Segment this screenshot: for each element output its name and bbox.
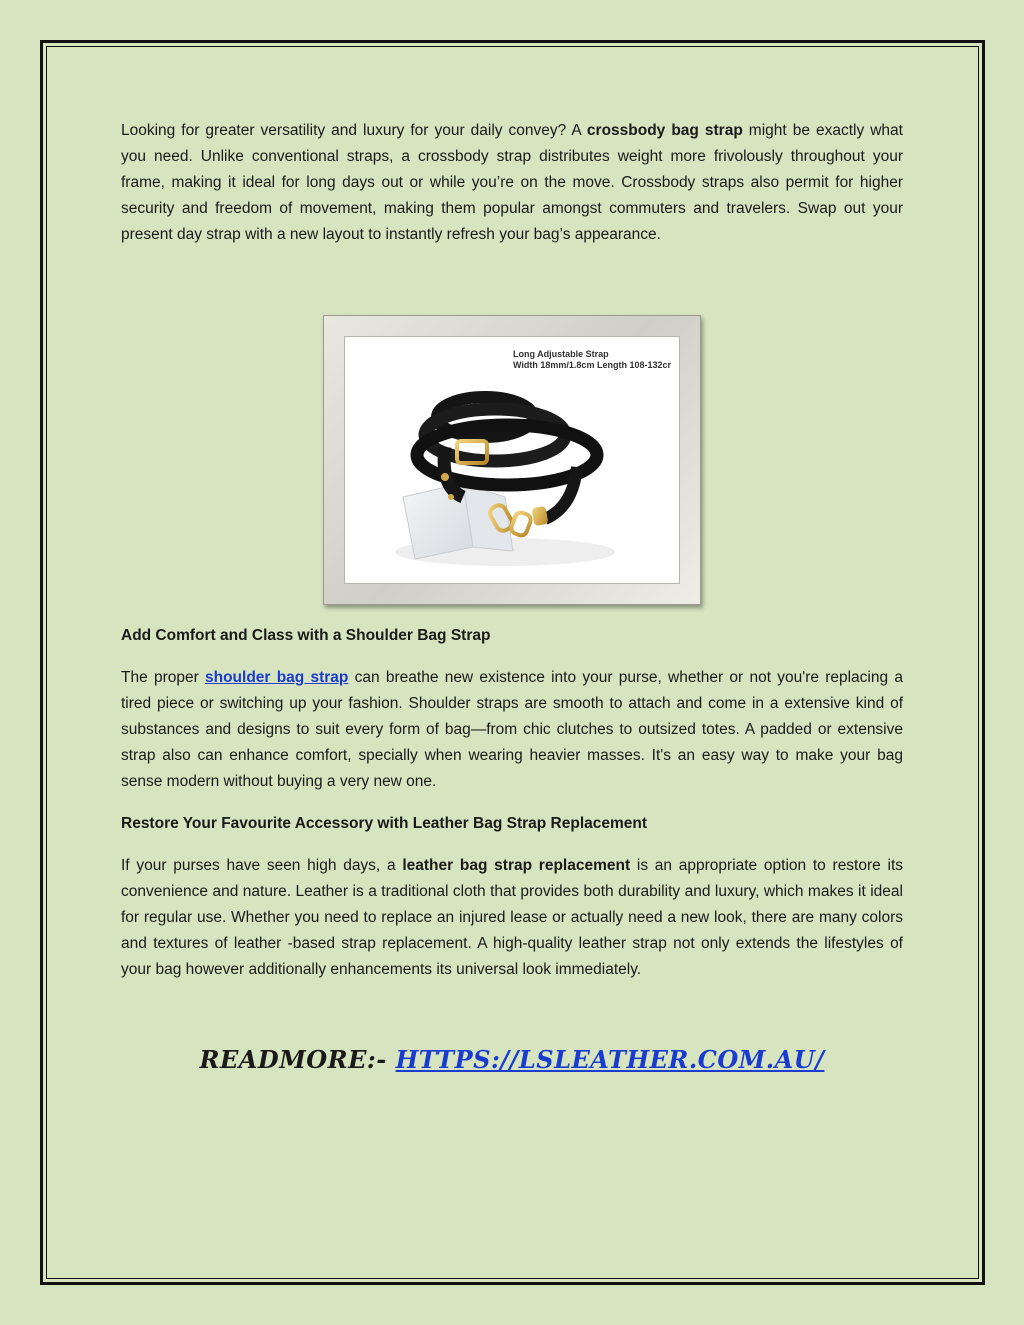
leather-strap-illustration [345, 337, 680, 584]
crossbody-bag-strap-keyword: crossbody bag strap [586, 122, 743, 139]
leather-bag-strap-replacement-keyword: leather bag strap replacement [402, 857, 631, 874]
restore-text-after: is an appropriate option to restore its convenience and nature. Leather is a traditional cloth that provides both durability and luxury, which makes it ideal for regular use. Whether you need to replace an injured lease or actually need a new look, there are many colors and textures of leather -based strap replacement. A high-quality leather strap not only extends the lifestyles of your bag however additionally enhancements its universal look immediately. [121, 857, 903, 978]
intro-paragraph [121, 118, 903, 248]
readmore-label: READMORE:- [199, 1045, 396, 1074]
product-image-caption [513, 349, 671, 371]
shoulder-strap-heading: Add Comfort and Class with a Shoulder Bag Strap [121, 627, 491, 644]
restore-paragraph [121, 853, 903, 983]
caption-line-2: Width 18mm/1.8cm Length 108-132cr [513, 360, 671, 370]
caption-line-1: Long Adjustable Strap [513, 349, 609, 359]
intro-text-before: Looking for greater versatility and luxury for your daily convey? A [121, 122, 587, 139]
shoulder-strap-paragraph [121, 665, 903, 795]
intro-text-after: might be exactly what you need. Unlike conventional straps, a crossbody strap distributes weight more frivolously throughout your frame, making it ideal for long days out or while you’re on the move. Crossbody straps also permit for higher security and freedom of movement, making them popular amongst commuters and travelers. Swap out your present day strap with a new layout to instantly refresh your bag’s appearance. [121, 122, 903, 243]
shoulder-bag-strap-link[interactable]: shoulder bag strap [205, 669, 349, 686]
restore-heading: Restore Your Favourite Accessory with Leather Bag Strap Replacement [121, 815, 648, 832]
shoulder-text-before: The proper [121, 669, 205, 686]
restore-text-before: If your purses have seen high days, a [121, 857, 403, 874]
readmore-line [0, 1045, 1024, 1074]
shoulder-text-after: can breathe new existence into your purse, whether or not you're replacing a tired piece or switching up your fashion. Shoulder straps are smooth to attach and come in a extensive kind of substances and designs to suit every form of bag—from chic clutches to outsized totes. A padded or extensive strap also can enhance comfort, specially when wearing heavier masses. It's an easy way to make your bag sense modern without buying a very new one. [121, 669, 903, 790]
product-image-frame [323, 315, 701, 605]
readmore-link[interactable]: HTTPS://LSLEATHER.COM.AU/ [395, 1045, 825, 1074]
product-image [344, 336, 680, 584]
